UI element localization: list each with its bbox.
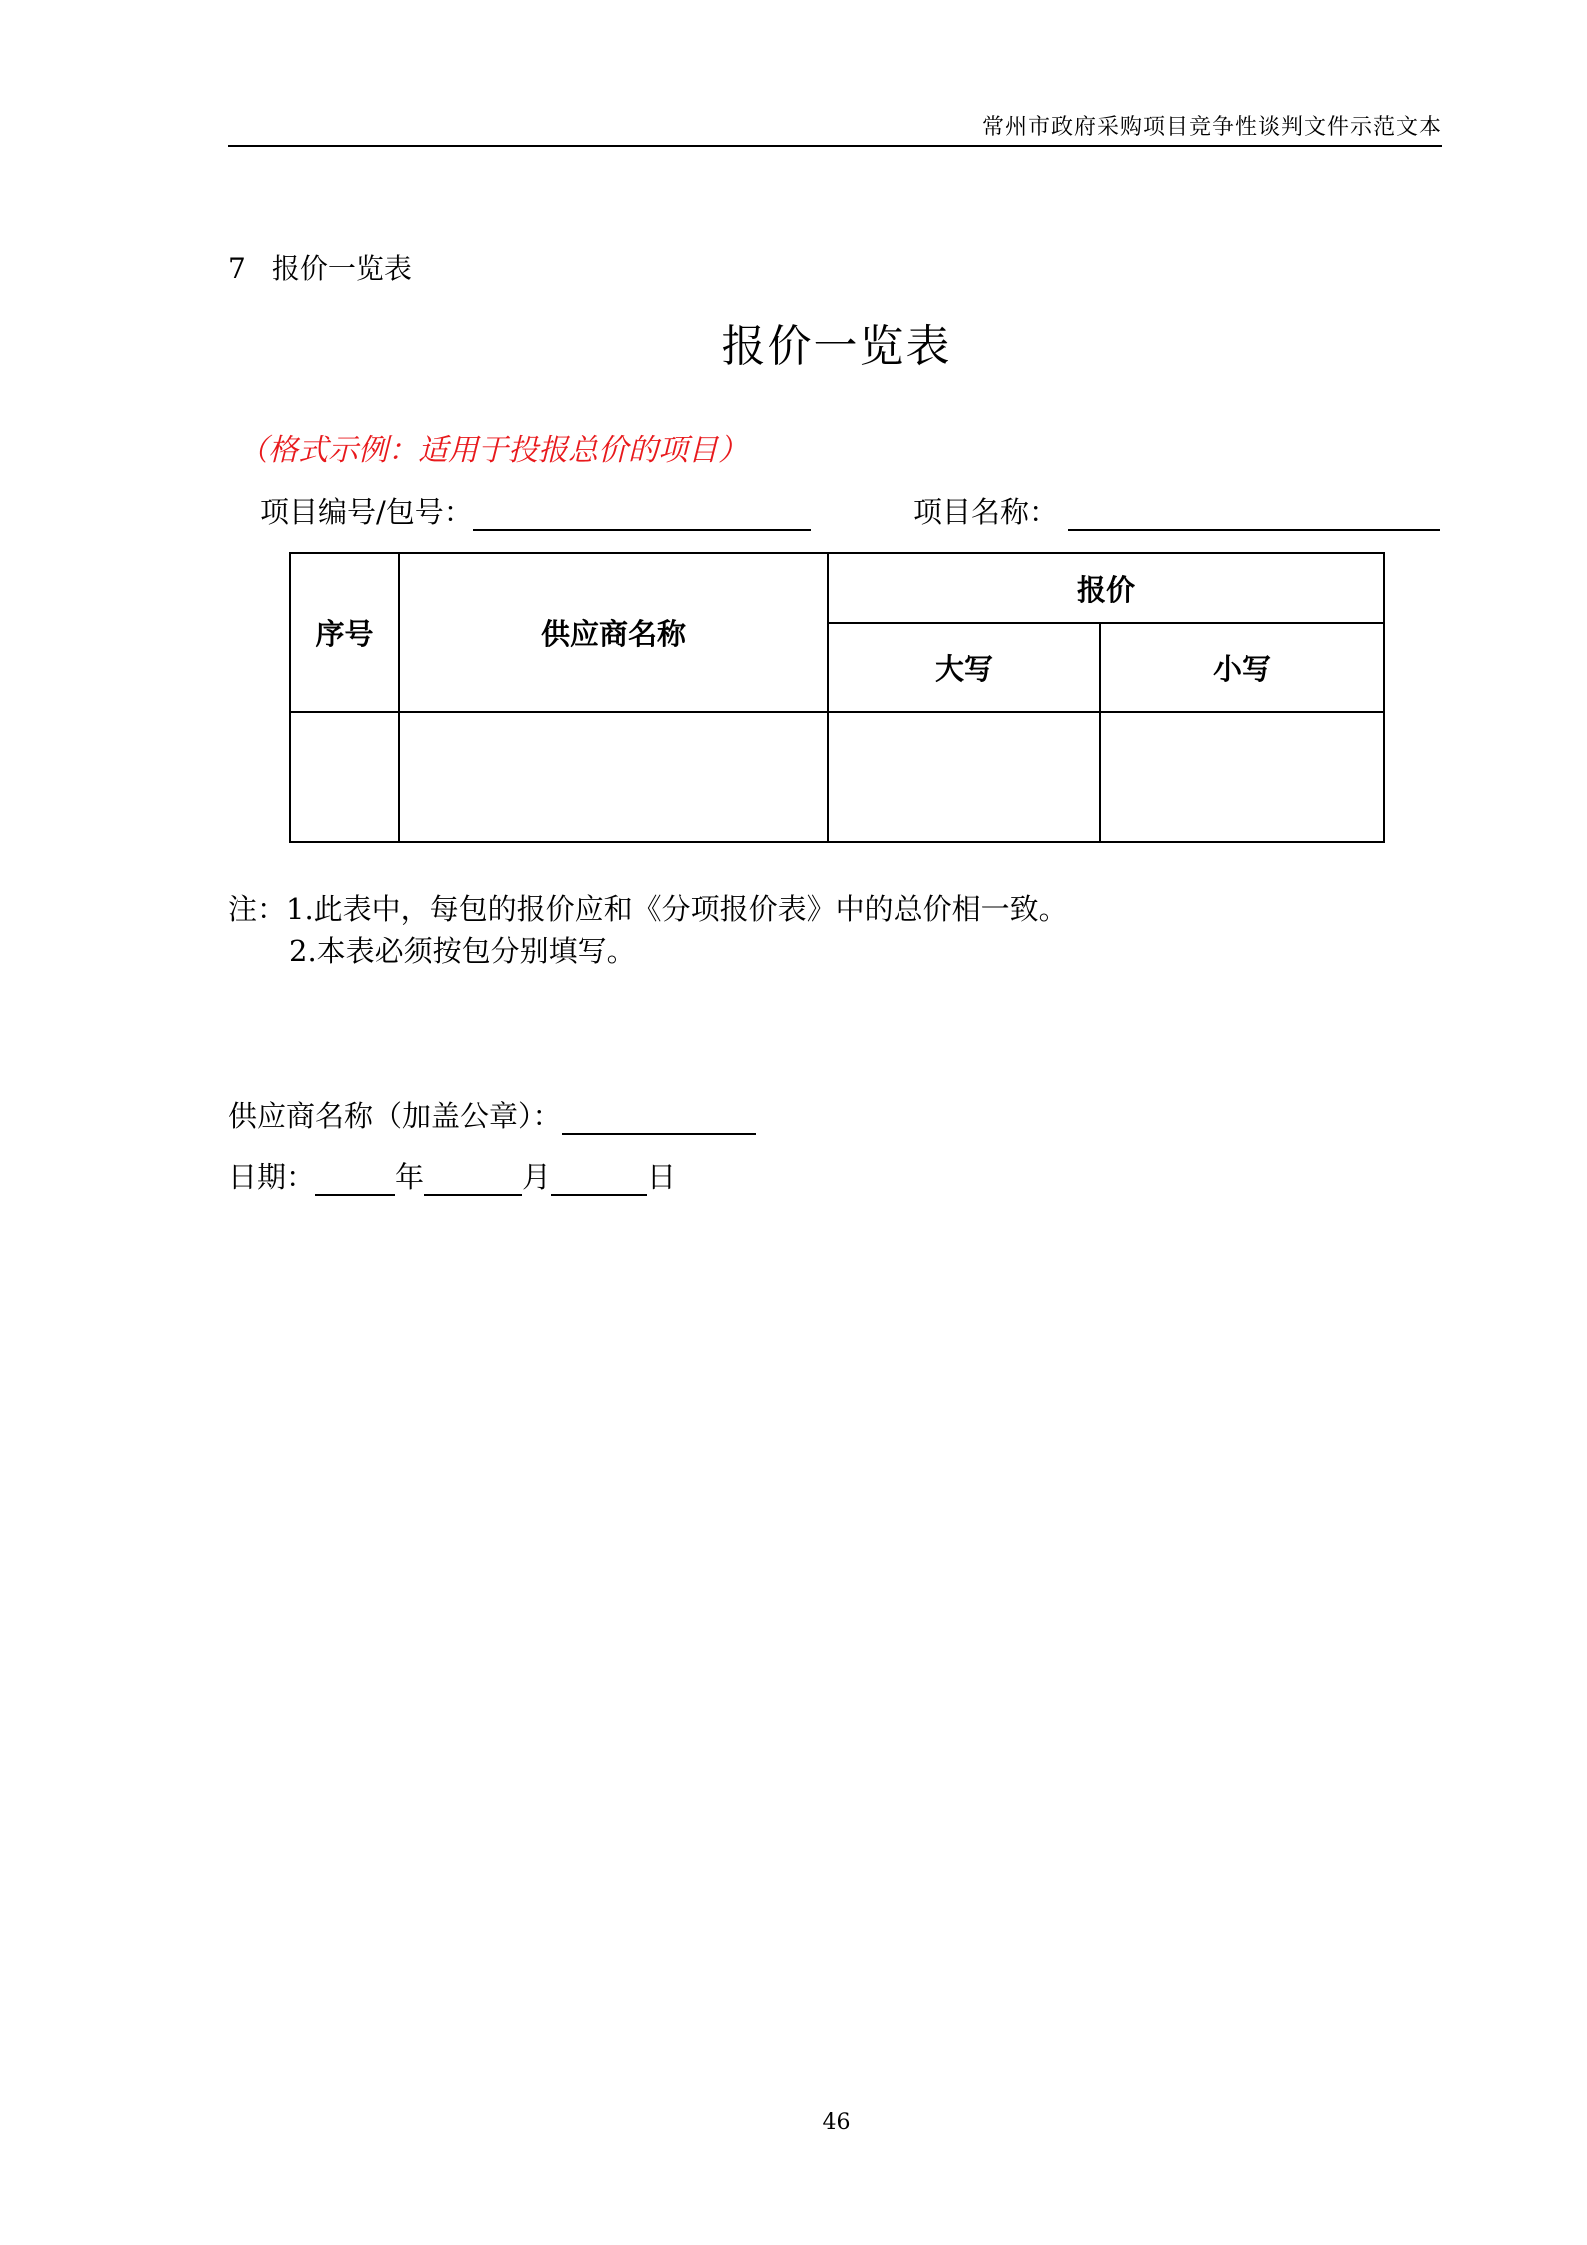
page-title: 报价一览表 xyxy=(721,321,952,372)
month-blank[interactable] xyxy=(424,1160,522,1196)
section-number: 7 xyxy=(228,252,246,285)
table-header-row xyxy=(290,553,1384,623)
page-number: 46 xyxy=(822,2110,851,2135)
project-name-blank[interactable] xyxy=(1068,495,1440,531)
project-number-blank[interactable] xyxy=(473,495,811,531)
supplier-signature-label: 供应商名称（加盖公章）： xyxy=(228,1099,562,1133)
day-label: 日 xyxy=(647,1160,677,1194)
header-price-lower: 小写 xyxy=(1100,623,1384,712)
year-label: 年 xyxy=(395,1160,425,1194)
project-number-field xyxy=(260,490,811,531)
year-blank[interactable] xyxy=(315,1160,395,1196)
notes xyxy=(228,888,1068,972)
header-index: 序号 xyxy=(290,553,399,712)
document-header-title: 常州市政府采购项目竞争性谈判文件示范文本 xyxy=(981,115,1442,140)
quote-table xyxy=(289,552,1385,843)
header-price: 报价 xyxy=(828,553,1384,623)
project-name-field xyxy=(913,490,1440,531)
note-line-1: 注：1.此表中，每包的报价应和《分项报价表》中的总价相一致。 xyxy=(228,892,1068,926)
project-number-label: 项目编号/包号： xyxy=(260,495,473,529)
header-divider xyxy=(228,145,1442,147)
note-line-2: 2.本表必须按包分别填写。 xyxy=(289,934,636,968)
cell-supplier[interactable] xyxy=(399,712,828,842)
header-supplier: 供应商名称 xyxy=(399,553,828,712)
format-note: （格式示例：适用于投报总价的项目） xyxy=(238,433,748,468)
month-label: 月 xyxy=(522,1160,552,1194)
cell-price-lower[interactable] xyxy=(1100,712,1384,842)
supplier-signature-field xyxy=(228,1094,756,1135)
date-label: 日期： xyxy=(228,1160,316,1194)
cell-index[interactable] xyxy=(290,712,399,842)
table-row xyxy=(290,712,1384,842)
date-field xyxy=(228,1155,676,1196)
project-name-label: 项目名称： xyxy=(913,495,1059,529)
section-heading xyxy=(228,247,412,287)
supplier-signature-blank[interactable] xyxy=(562,1099,756,1135)
header-price-upper: 大写 xyxy=(828,623,1100,712)
section-heading-text: 报价一览表 xyxy=(271,252,412,285)
day-blank[interactable] xyxy=(551,1160,647,1196)
cell-price-upper[interactable] xyxy=(828,712,1100,842)
